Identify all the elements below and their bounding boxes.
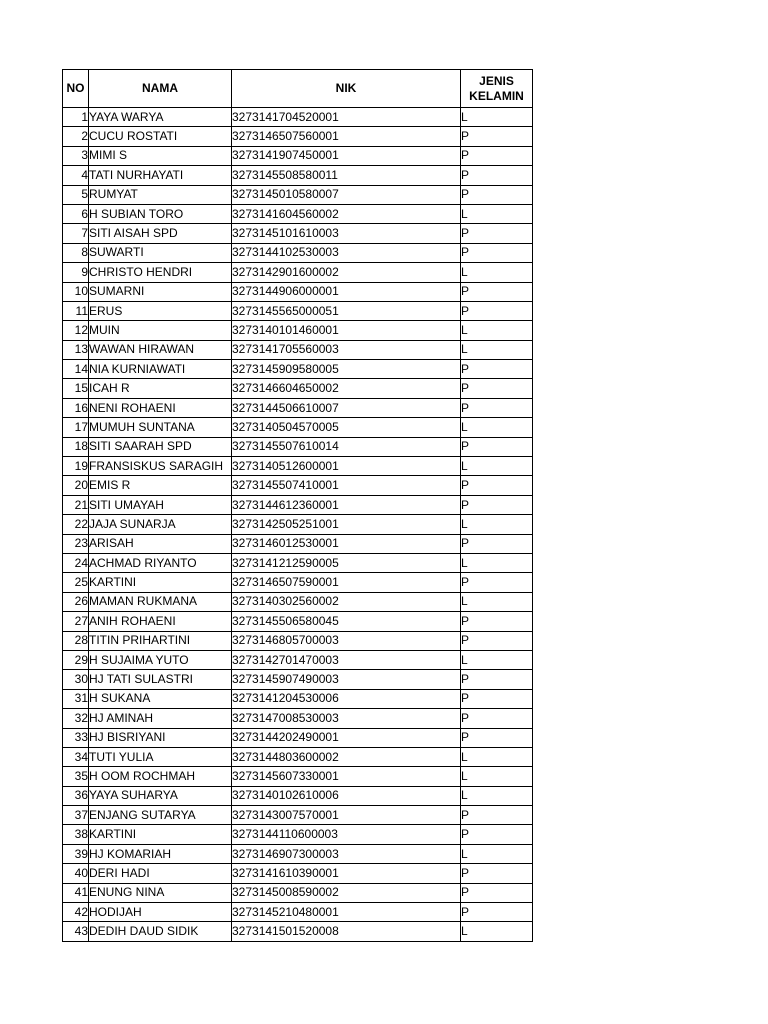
table-row <box>63 360 533 379</box>
cell-no: 11 <box>63 301 89 320</box>
cell-nama: SUMARNI <box>89 282 232 301</box>
cell-nik: 3273141704520001 <box>232 108 461 127</box>
cell-nama: ICAH R <box>89 379 232 398</box>
cell-jenis-kelamin: P <box>461 476 533 495</box>
cell-nik: 3273145565000051 <box>232 301 461 320</box>
cell-no: 19 <box>63 457 89 476</box>
cell-nama: TATI NURHAYATI <box>89 166 232 185</box>
cell-nama: CUCU ROSTATI <box>89 127 232 146</box>
table-row <box>63 146 533 165</box>
cell-nik: 3273144506610007 <box>232 398 461 417</box>
cell-no: 37 <box>63 806 89 825</box>
cell-no: 21 <box>63 495 89 514</box>
cell-nik: 3273144906000001 <box>232 282 461 301</box>
cell-jenis-kelamin: L <box>461 204 533 223</box>
cell-nik: 3273140504570005 <box>232 418 461 437</box>
header-no: NO <box>63 70 89 108</box>
cell-nik: 3273146507560001 <box>232 127 461 146</box>
cell-no: 27 <box>63 612 89 631</box>
cell-no: 35 <box>63 767 89 786</box>
cell-no: 15 <box>63 379 89 398</box>
cell-no: 33 <box>63 728 89 747</box>
cell-jenis-kelamin: P <box>461 709 533 728</box>
cell-no: 32 <box>63 709 89 728</box>
cell-jenis-kelamin: L <box>461 592 533 611</box>
cell-no: 16 <box>63 398 89 417</box>
table-row <box>63 340 533 359</box>
cell-nik: 3273146907300003 <box>232 844 461 863</box>
table-row <box>63 709 533 728</box>
table-row <box>63 650 533 669</box>
table-row <box>63 631 533 650</box>
cell-jenis-kelamin: P <box>461 612 533 631</box>
cell-jenis-kelamin: P <box>461 437 533 456</box>
cell-nama: DERI HADI <box>89 864 232 883</box>
cell-nik: 3273145909580005 <box>232 360 461 379</box>
cell-no: 8 <box>63 243 89 262</box>
cell-nama: YAYA WARYA <box>89 108 232 127</box>
cell-nama: ERUS <box>89 301 232 320</box>
cell-no: 13 <box>63 340 89 359</box>
cell-nama: HODIJAH <box>89 903 232 922</box>
cell-jenis-kelamin: P <box>461 146 533 165</box>
cell-no: 18 <box>63 437 89 456</box>
cell-nik: 3273145101610003 <box>232 224 461 243</box>
cell-nik: 3273144612360001 <box>232 495 461 514</box>
table-header <box>63 70 533 108</box>
cell-nik: 3273143007570001 <box>232 806 461 825</box>
cell-nik: 3273145507410001 <box>232 476 461 495</box>
cell-nama: ANIH ROHAENI <box>89 612 232 631</box>
table-row <box>63 418 533 437</box>
table-row <box>63 282 533 301</box>
table-row <box>63 903 533 922</box>
cell-nama: H OOM ROCHMAH <box>89 767 232 786</box>
cell-no: 7 <box>63 224 89 243</box>
cell-jenis-kelamin: P <box>461 864 533 883</box>
cell-jenis-kelamin: P <box>461 534 533 553</box>
table-row <box>63 108 533 127</box>
table-row <box>63 457 533 476</box>
cell-no: 14 <box>63 360 89 379</box>
cell-jenis-kelamin: P <box>461 127 533 146</box>
cell-nama: NENI ROHAENI <box>89 398 232 417</box>
cell-no: 24 <box>63 553 89 572</box>
cell-no: 4 <box>63 166 89 185</box>
cell-jenis-kelamin: L <box>461 321 533 340</box>
cell-jenis-kelamin: P <box>461 825 533 844</box>
cell-nik: 3273145506580045 <box>232 612 461 631</box>
cell-nik: 3273141907450001 <box>232 146 461 165</box>
table-row <box>63 166 533 185</box>
table-row <box>63 553 533 572</box>
cell-nama: EMIS R <box>89 476 232 495</box>
cell-no: 5 <box>63 185 89 204</box>
header-row <box>63 70 533 108</box>
cell-no: 25 <box>63 573 89 592</box>
cell-jenis-kelamin: L <box>461 553 533 572</box>
cell-nik: 3273142505251001 <box>232 515 461 534</box>
cell-no: 23 <box>63 534 89 553</box>
cell-nama: KARTINI <box>89 573 232 592</box>
cell-nama: HJ AMINAH <box>89 709 232 728</box>
cell-nik: 3273140102610006 <box>232 786 461 805</box>
cell-jenis-kelamin: L <box>461 767 533 786</box>
cell-nik: 3273144202490001 <box>232 728 461 747</box>
cell-no: 36 <box>63 786 89 805</box>
cell-nama: ARISAH <box>89 534 232 553</box>
cell-nama: KARTINI <box>89 825 232 844</box>
table-row <box>63 786 533 805</box>
table-row <box>63 263 533 282</box>
table-row <box>63 204 533 223</box>
cell-jenis-kelamin: P <box>461 689 533 708</box>
cell-jenis-kelamin: L <box>461 650 533 669</box>
cell-jenis-kelamin: P <box>461 728 533 747</box>
cell-nama: HJ BISRIYANI <box>89 728 232 747</box>
table-row <box>63 476 533 495</box>
table-row <box>63 321 533 340</box>
cell-nama: CHRISTO HENDRI <box>89 263 232 282</box>
cell-nik: 3273141501520008 <box>232 922 461 941</box>
table-row <box>63 592 533 611</box>
cell-nama: TUTI YULIA <box>89 747 232 766</box>
cell-no: 2 <box>63 127 89 146</box>
cell-nik: 3273144110600003 <box>232 825 461 844</box>
cell-no: 12 <box>63 321 89 340</box>
cell-jenis-kelamin: L <box>461 922 533 941</box>
cell-jenis-kelamin: P <box>461 185 533 204</box>
header-nama: NAMA <box>89 70 232 108</box>
cell-no: 20 <box>63 476 89 495</box>
cell-jenis-kelamin: P <box>461 631 533 650</box>
cell-jenis-kelamin: P <box>461 243 533 262</box>
table-row <box>63 922 533 941</box>
cell-no: 9 <box>63 263 89 282</box>
cell-jenis-kelamin: P <box>461 573 533 592</box>
cell-nama: ENUNG NINA <box>89 883 232 902</box>
table-row <box>63 379 533 398</box>
cell-nama: MUIN <box>89 321 232 340</box>
header-jenis-line1: JENIS <box>479 73 514 88</box>
cell-nik: 3273141212590005 <box>232 553 461 572</box>
cell-nik: 3273141604560002 <box>232 204 461 223</box>
cell-nama: MAMAN RUKMANA <box>89 592 232 611</box>
header-jenis-line2: KELAMIN <box>469 88 524 103</box>
cell-jenis-kelamin: P <box>461 166 533 185</box>
cell-nama: TITIN PRIHARTINI <box>89 631 232 650</box>
cell-no: 39 <box>63 844 89 863</box>
table-row <box>63 573 533 592</box>
cell-nik: 3273145008590002 <box>232 883 461 902</box>
cell-no: 38 <box>63 825 89 844</box>
cell-jenis-kelamin: L <box>461 786 533 805</box>
table-row <box>63 495 533 514</box>
cell-nama: HJ KOMARIAH <box>89 844 232 863</box>
table-row <box>63 728 533 747</box>
cell-jenis-kelamin: P <box>461 360 533 379</box>
cell-nama: H SUJAIMA YUTO <box>89 650 232 669</box>
cell-nama: MIMI S <box>89 146 232 165</box>
table-row <box>63 127 533 146</box>
cell-nik: 3273141705560003 <box>232 340 461 359</box>
table-row <box>63 806 533 825</box>
cell-nama: RUMYAT <box>89 185 232 204</box>
cell-nik: 3273140101460001 <box>232 321 461 340</box>
cell-nik: 3273145010580007 <box>232 185 461 204</box>
table-row <box>63 437 533 456</box>
cell-jenis-kelamin: L <box>461 515 533 534</box>
cell-nama: SITI AISAH SPD <box>89 224 232 243</box>
cell-nama: ENJANG SUTARYA <box>89 806 232 825</box>
cell-no: 42 <box>63 903 89 922</box>
cell-nik: 3273140512600001 <box>232 457 461 476</box>
table-row <box>63 534 533 553</box>
cell-jenis-kelamin: L <box>461 108 533 127</box>
cell-nik: 3273145210480001 <box>232 903 461 922</box>
cell-no: 40 <box>63 864 89 883</box>
cell-nik: 3273144102530003 <box>232 243 461 262</box>
table-row <box>63 243 533 262</box>
cell-nik: 3273144803600002 <box>232 747 461 766</box>
table-row <box>63 689 533 708</box>
cell-no: 17 <box>63 418 89 437</box>
cell-nama: FRANSISKUS SARAGIH <box>89 457 232 476</box>
cell-no: 30 <box>63 670 89 689</box>
cell-nama: ACHMAD RIYANTO <box>89 553 232 572</box>
cell-jenis-kelamin: L <box>461 457 533 476</box>
cell-no: 28 <box>63 631 89 650</box>
cell-jenis-kelamin: L <box>461 747 533 766</box>
cell-jenis-kelamin: P <box>461 224 533 243</box>
cell-nama: DEDIH DAUD SIDIK <box>89 922 232 941</box>
cell-nama: WAWAN HIRAWAN <box>89 340 232 359</box>
table-row <box>63 864 533 883</box>
header-nik: NIK <box>232 70 461 108</box>
cell-jenis-kelamin: P <box>461 301 533 320</box>
cell-jenis-kelamin: P <box>461 282 533 301</box>
cell-nik: 3273145508580011 <box>232 166 461 185</box>
cell-no: 43 <box>63 922 89 941</box>
table-body <box>63 108 533 942</box>
cell-no: 22 <box>63 515 89 534</box>
cell-no: 10 <box>63 282 89 301</box>
cell-nama: H SUKANA <box>89 689 232 708</box>
cell-nama: HJ TATI SULASTRI <box>89 670 232 689</box>
cell-nik: 3273145607330001 <box>232 767 461 786</box>
table-row <box>63 185 533 204</box>
cell-nik: 3273145507610014 <box>232 437 461 456</box>
cell-nama: H SUBIAN TORO <box>89 204 232 223</box>
cell-no: 6 <box>63 204 89 223</box>
table-row <box>63 398 533 417</box>
cell-jenis-kelamin: L <box>461 263 533 282</box>
header-jenis-kelamin <box>461 70 533 108</box>
cell-nik: 3273145907490003 <box>232 670 461 689</box>
cell-nik: 3273146012530001 <box>232 534 461 553</box>
cell-nama: NIA KURNIAWATI <box>89 360 232 379</box>
cell-nik: 3273146604650002 <box>232 379 461 398</box>
cell-jenis-kelamin: L <box>461 844 533 863</box>
cell-nik: 3273141610390001 <box>232 864 461 883</box>
cell-nama: JAJA SUNARJA <box>89 515 232 534</box>
cell-nik: 3273146507590001 <box>232 573 461 592</box>
cell-jenis-kelamin: P <box>461 883 533 902</box>
table-row <box>63 224 533 243</box>
cell-nik: 3273146805700003 <box>232 631 461 650</box>
table-row <box>63 301 533 320</box>
table-row <box>63 825 533 844</box>
cell-jenis-kelamin: P <box>461 379 533 398</box>
cell-jenis-kelamin: P <box>461 670 533 689</box>
cell-nama: MUMUH SUNTANA <box>89 418 232 437</box>
table-row <box>63 747 533 766</box>
cell-nama: YAYA SUHARYA <box>89 786 232 805</box>
cell-no: 3 <box>63 146 89 165</box>
cell-jenis-kelamin: P <box>461 495 533 514</box>
cell-no: 34 <box>63 747 89 766</box>
cell-jenis-kelamin: L <box>461 340 533 359</box>
table-row <box>63 612 533 631</box>
cell-nik: 3273142901600002 <box>232 263 461 282</box>
cell-nik: 3273141204530006 <box>232 689 461 708</box>
cell-nik: 3273140302560002 <box>232 592 461 611</box>
cell-nama: SITI SAARAH SPD <box>89 437 232 456</box>
cell-no: 29 <box>63 650 89 669</box>
table-row <box>63 515 533 534</box>
cell-nama: SITI UMAYAH <box>89 495 232 514</box>
cell-nama: SUWARTI <box>89 243 232 262</box>
cell-no: 31 <box>63 689 89 708</box>
data-table <box>62 69 533 942</box>
cell-jenis-kelamin: P <box>461 903 533 922</box>
table-row <box>63 883 533 902</box>
cell-no: 1 <box>63 108 89 127</box>
cell-nik: 3273142701470003 <box>232 650 461 669</box>
cell-nik: 3273147008530003 <box>232 709 461 728</box>
table-row <box>63 844 533 863</box>
cell-jenis-kelamin: P <box>461 398 533 417</box>
cell-jenis-kelamin: L <box>461 418 533 437</box>
table-row <box>63 670 533 689</box>
cell-jenis-kelamin: P <box>461 806 533 825</box>
cell-no: 26 <box>63 592 89 611</box>
table-row <box>63 767 533 786</box>
cell-no: 41 <box>63 883 89 902</box>
